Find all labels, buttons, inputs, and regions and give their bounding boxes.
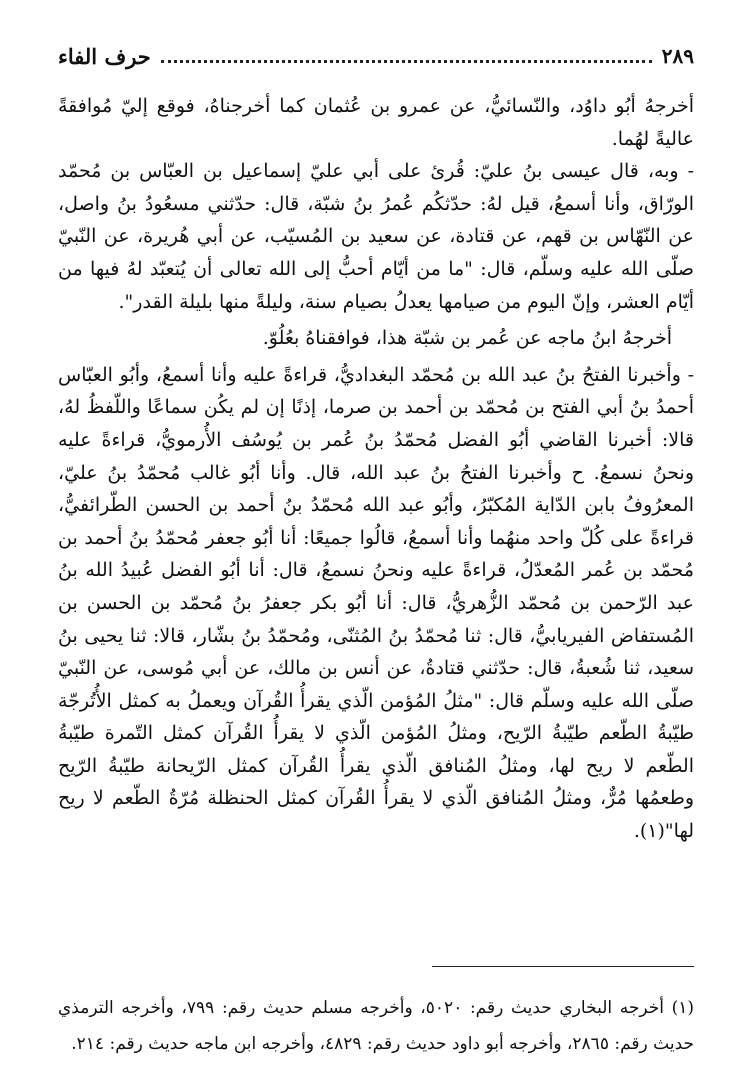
chapter-title: حرف الفاء: [58, 43, 151, 69]
paragraph-1: أخرجهُ أبُو داوُد، والنّسائيُّ، عن عمرو بن عُثمان كما أخرجناهُ، فوقع إليّ مُوافقةً عاليةً لهُما.: [58, 95, 694, 150]
paragraph-4: - وأخبرنا الفتحُ بنُ عبد الله بن مُحمّد البغداديُّ، قراءةً عليه وأنا أسمعُ، وأبُو العبّاس أحمدُ بنُ أبي الفتح بن مُحمّد بن أحمد بن صرما، إذنًا إن لم يكُن سماعًا واللّفظُ لهُ، قالا: أخبرنا القاضي أبُو الفضل مُحمّدُ بنُ عُمر بن يُوسُف الأُرمويُّ، قراءةً عليه ونحنُ نسمعُ. ح وأخبرنا الفتحُ بنُ عبد الله، قال. وأنا أبُو غالب مُحمّدُ بنُ عليّ، المعرُوفُ بابن الدّاية المُكبّرُ، وأبُو عبد الله مُحمّدُ بنُ أحمد بن الحسن الطّرائفيُّ، قراءةً على كُلّ واحد منهُما وأنا أسمعُ، قالُوا جميعًا: أنا أبُو جعفر مُحمّدُ بنُ أحمد بن مُحمّد بن عُمر المُعدّلُ، قراءةً عليه ونحنُ نسمعُ، قال: أنا أبُو الفضل عُبيدُ الله بنُ عبد الرّحمن بن مُحمّد الزُّهريُّ، قال: أنا أبُو بكر جعفرُ بنُ مُحمّد بن الحسن بن المُستفاض الفيريابيُّ، قال: ثنا مُحمّدُ بنُ المُثنّى، ومُحمّدُ بنُ بشّار، قالا: ثنا يحيى بنُ سعيد، ثنا شُعبةُ، قال: حدّثني قتادةُ، عن أنس بن مالك، عن أبي مُوسى، عن النّبيّ صلّى الله عليه وسلّم قال: "مثلُ المُؤمن الّذي يقرأُ القُرآن ويعملُ به كمثل الأُتُرجّة طيّبةُ الطّعم طيّبةُ الرّيح، ومثلُ المُؤمن الّذي لا يقرأُ القُرآن كمثل التّمرة طيّبةُ الطّعم لا ريح لها، ومثلُ المُنافق الّذي يقرأُ القُرآن كمثل الرّيحانة طيّبةُ الرّيح وطعمُها مُرٌّ، ومثلُ المُنافق الّذي لا يقرأُ القُرآن كمثل الحنظلة مُرّةُ الطّعم لا ريح لها"(١).: [58, 363, 694, 843]
header-dotted-leader: [161, 60, 652, 63]
running-header: [58, 36, 694, 76]
footnote: (١) أخرجه البخاري حديث رقم: ٥٠٢٠، وأخرجه مسلم حديث رقم: ٧٩٩، وأخرجه الترمذي حديث رقم: ٢٨٦٥، وأخرجه أبو داود حديث رقم: ٤٨٢٩، وأخرجه ابن ماجه حديث رقم: ٢١٤.: [58, 998, 694, 1054]
paragraph-2: - وبه، قال عيسى بنُ عليّ: قُرئ على أبي عليّ إسماعيل بن العبّاس بن مُحمّد الورّاق، وأنا أسمعُ، قيل لهُ: حدّثكُم عُمرُ بنُ شبّة، قال: حدّثني مسعُودُ بنُ واصل، عن النّهّاس بن قهم، عن قتادة، عن سعيد بن المُسيّب، عن أبي هُريرة، عن النّبيّ صلّى الله عليه وسلّم، قال: "ما من أيّام أحبُّ إلى الله تعالى أن يُتعبّد لهُ فيها من أيّام العشر، وإنّ اليوم من صيامها يعدلُ بصيام سنة، وليلةً منها بليلة القدر".: [58, 160, 694, 313]
main-text: [58, 90, 694, 848]
paragraph-3: أخرجهُ ابنُ ماجه عن عُمر بن شبّة هذا، فوافقناهُ بعُلُوّ.: [262, 327, 672, 350]
footnote-separator: [432, 966, 694, 967]
page-number: ٢٨٩: [661, 44, 694, 68]
